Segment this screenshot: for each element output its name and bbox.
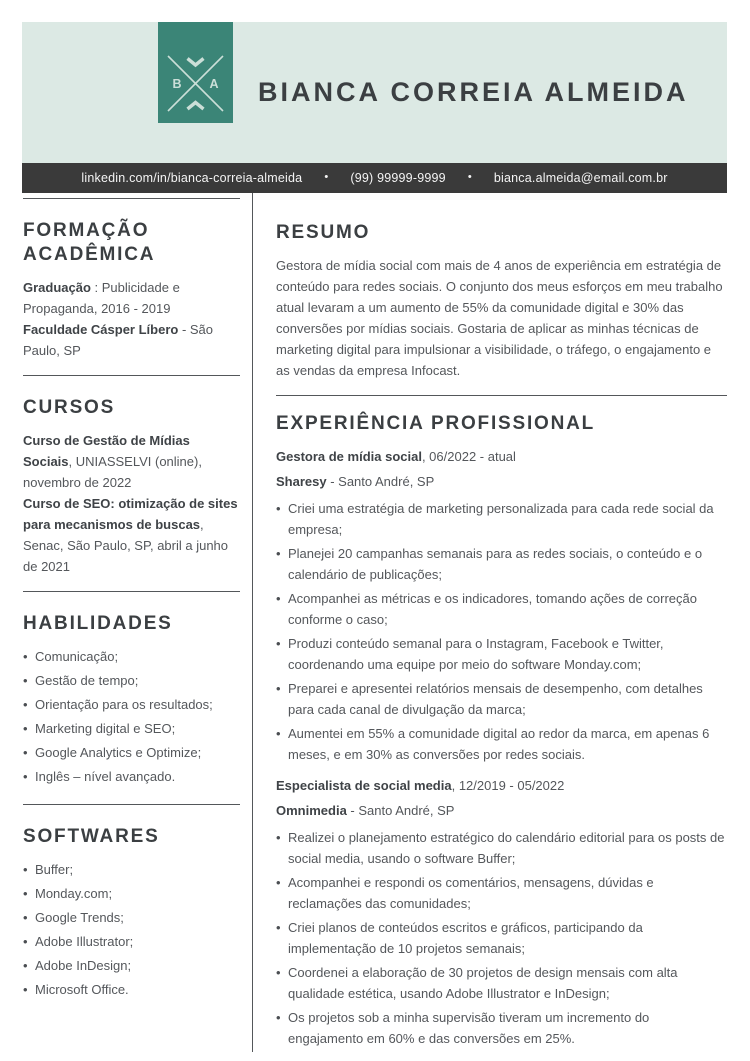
bullet-item — [23, 931, 240, 952]
bullet-dot: • — [276, 920, 281, 935]
bullet-item — [23, 742, 240, 763]
header-band — [22, 22, 727, 163]
bullet-text: Acompanhei as métricas e os indicadores, tomando ações de correção conforme o caso; — [288, 591, 697, 627]
section-title: CURSOS — [23, 397, 116, 418]
job-company-name: Omnimedia — [276, 803, 347, 818]
bullet-text: Buffer; — [35, 862, 74, 877]
bullet-dot: • — [276, 965, 281, 980]
contact-bar — [22, 163, 727, 193]
bullet-item — [23, 694, 240, 715]
logo-letter-right: A — [209, 77, 219, 91]
bullet-item — [23, 766, 240, 787]
bullet-dot: • — [23, 673, 28, 688]
bullet-dot: • — [276, 726, 281, 741]
bullet-item — [23, 718, 240, 739]
bullet-item — [23, 979, 240, 1000]
bullet-text: Preparei e apresentei relatórios mensais de desempenho, com detalhes para cada canal de divulgação da marca; — [288, 681, 703, 717]
bullet-dot: • — [23, 934, 28, 949]
section-title: HABILIDADES — [23, 613, 173, 634]
bullet-text: Criei uma estratégia de marketing personalizada para cada rede social da empresa; — [288, 501, 714, 537]
job-period: , 06/2022 - atual — [421, 449, 516, 464]
entry — [23, 277, 240, 319]
bullet-text: Google Trends; — [35, 910, 124, 925]
resumo-paragraph: Gestora de mídia social com mais de 4 anos de experiência em estratégia de conteúdo para redes sociais. O conjunto dos meus esforços em meu trabalho atual levaram a um aumento de 55% da comunidade digital e 30% das conversões por mídias sociais. Gostaria de aplicar as minhas técnicas de marketing digital para impulsionar a visibilidade, o tráfego, o engajamento e as vendas da empresa Infocast. — [276, 258, 723, 378]
job-entry — [276, 446, 727, 765]
entry-bold: Faculdade Cásper Líbero — [23, 322, 179, 337]
logo-letter-left: B — [172, 77, 182, 91]
bullet-text: Os projetos sob a minha supervisão tiveram um incremento do engajamento em 60% e das conversões em 25%. — [288, 1010, 650, 1046]
bullet-dot: • — [23, 649, 28, 664]
job-role-line — [276, 446, 727, 467]
bullet-item — [23, 646, 240, 667]
bullet-text: Adobe Illustrator; — [35, 934, 134, 949]
job-company-name: Sharesy — [276, 474, 327, 489]
logo-background — [158, 22, 233, 123]
bullet-dot: • — [276, 875, 281, 890]
entry-bold: Curso de SEO: otimização de sites para mecanismos de buscas — [23, 496, 238, 532]
job-company-line — [276, 471, 727, 492]
candidate-name: BIANCA CORREIA ALMEIDA — [258, 77, 689, 107]
left-section — [23, 198, 240, 375]
bullet-item — [276, 962, 727, 1004]
phone-number: (99) 99999-9999 — [350, 171, 446, 185]
job-entry — [276, 775, 727, 1049]
left-section — [23, 591, 240, 804]
job-period: , 12/2019 - 05/2022 — [451, 778, 565, 793]
main-content — [22, 193, 727, 1052]
bullet-text: Comunicação; — [35, 649, 119, 664]
entry — [23, 493, 240, 577]
bullet-list — [23, 646, 240, 787]
job-location: - Santo André, SP — [326, 474, 435, 489]
bullet-list — [276, 498, 727, 765]
bullet-text: Criei planos de conteúdos escritos e gráficos, participando da implementação de 10 projetos semanais; — [288, 920, 643, 956]
bullet-text: Orientação para os resultados; — [35, 697, 213, 712]
bullet-separator: • — [467, 171, 472, 183]
bullet-item — [23, 907, 240, 928]
bullet-dot: • — [23, 745, 28, 760]
bullet-dot: • — [23, 769, 28, 784]
entry-text: , UNIASSELVI (online), novembro de 2022 — [23, 454, 202, 490]
job-company-line — [276, 800, 727, 821]
entry-text: , Senac, São Paulo, SP, abril a junho de 2021 — [23, 517, 229, 574]
section-title-experiencia: EXPERIÊNCIA PROFISSIONAL — [276, 413, 596, 434]
bullet-item — [276, 917, 727, 959]
bullet-list — [23, 859, 240, 1000]
horizontal-divider — [276, 395, 727, 396]
job-role-title: Especialista de social media — [276, 778, 452, 793]
bullet-text: Monday.com; — [35, 886, 113, 901]
bullet-dot: • — [23, 886, 28, 901]
bullet-dot: • — [276, 636, 281, 651]
bullet-dot: • — [23, 958, 28, 973]
monogram-logo — [158, 22, 233, 123]
section-title-resumo: RESUMO — [276, 222, 371, 243]
jobs-list — [276, 446, 727, 1049]
bullet-dot: • — [276, 1010, 281, 1025]
bullet-text: Realizei o planejamento estratégico do calendário editorial para os posts de social media, usando o software Buffer; — [288, 830, 725, 866]
entry-bold: Graduação — [23, 280, 91, 295]
bullet-text: Adobe InDesign; — [35, 958, 132, 973]
bullet-text: Produzi conteúdo semanal para o Instagram, Facebook e Twitter, coordenando uma equipe por meio do software Monday.com; — [288, 636, 664, 672]
bullet-dot: • — [23, 982, 28, 997]
bullet-dot: • — [23, 721, 28, 736]
section-title: SOFTWARES — [23, 826, 160, 847]
bullet-item — [23, 670, 240, 691]
right-column — [253, 193, 727, 1052]
bullet-item — [23, 955, 240, 976]
bullet-text: Acompanhei e respondi os comentários, mensagens, dúvidas e reclamações das comunidades; — [288, 875, 654, 911]
bullet-dot: • — [276, 501, 281, 516]
bullet-item — [276, 872, 727, 914]
section-title: FORMAÇÃO ACADÊMICA — [23, 220, 156, 265]
bullet-item — [276, 827, 727, 869]
bullet-dot: • — [276, 546, 281, 561]
bullet-text: Coordenei a elaboração de 30 projetos de design mensais com alta qualidade estética, usando Adobe Illustrator e InDesign; — [288, 965, 678, 1001]
bullet-dot: • — [23, 862, 28, 877]
bullet-dot: • — [276, 591, 281, 606]
bullet-list — [276, 827, 727, 1049]
bullet-text: Google Analytics e Optimize; — [35, 745, 202, 760]
left-section — [23, 375, 240, 591]
bullet-separator: • — [324, 171, 329, 183]
entry — [23, 319, 240, 361]
bullet-item — [23, 859, 240, 880]
bullet-item — [276, 1007, 727, 1049]
job-location: - Santo André, SP — [346, 803, 455, 818]
bullet-text: Marketing digital e SEO; — [35, 721, 176, 736]
entry-bold: Curso de Gestão de Mídias Sociais — [23, 433, 190, 469]
entry-text: - São Paulo, SP — [23, 322, 214, 358]
bullet-text: Gestão de tempo; — [35, 673, 139, 688]
bullet-item — [23, 883, 240, 904]
bullet-item — [276, 498, 727, 540]
bullet-dot: • — [23, 697, 28, 712]
bullet-item — [276, 543, 727, 585]
left-column — [22, 193, 253, 1052]
bullet-dot: • — [276, 830, 281, 845]
bullet-text: Planejei 20 campanhas semanais para as redes sociais, o conteúdo e o calendário de publicações; — [288, 546, 703, 582]
bullet-text: Microsoft Office. — [35, 982, 129, 997]
job-role-title: Gestora de mídia social — [276, 449, 422, 464]
bullet-item — [276, 678, 727, 720]
bullet-item — [276, 723, 727, 765]
left-section — [23, 804, 240, 1017]
bullet-text: Inglês – nível avançado. — [35, 769, 176, 784]
email-address: bianca.almeida@email.com.br — [493, 171, 668, 185]
bullet-item — [276, 633, 727, 675]
bullet-item — [276, 588, 727, 630]
bullet-text: Aumentei em 55% a comunidade digital ao redor da marca, em apenas 6 meses, e em 30% as conversões por redes sociais. — [288, 726, 710, 762]
linkedin-url: linkedin.com/in/bianca-correia-almeida — [81, 171, 303, 185]
entry — [23, 430, 240, 493]
entry-text: : Publicidade e Propaganda, 2016 - 2019 — [23, 280, 180, 316]
bullet-dot: • — [276, 681, 281, 696]
job-role-line — [276, 775, 727, 796]
bullet-dot: • — [23, 910, 28, 925]
